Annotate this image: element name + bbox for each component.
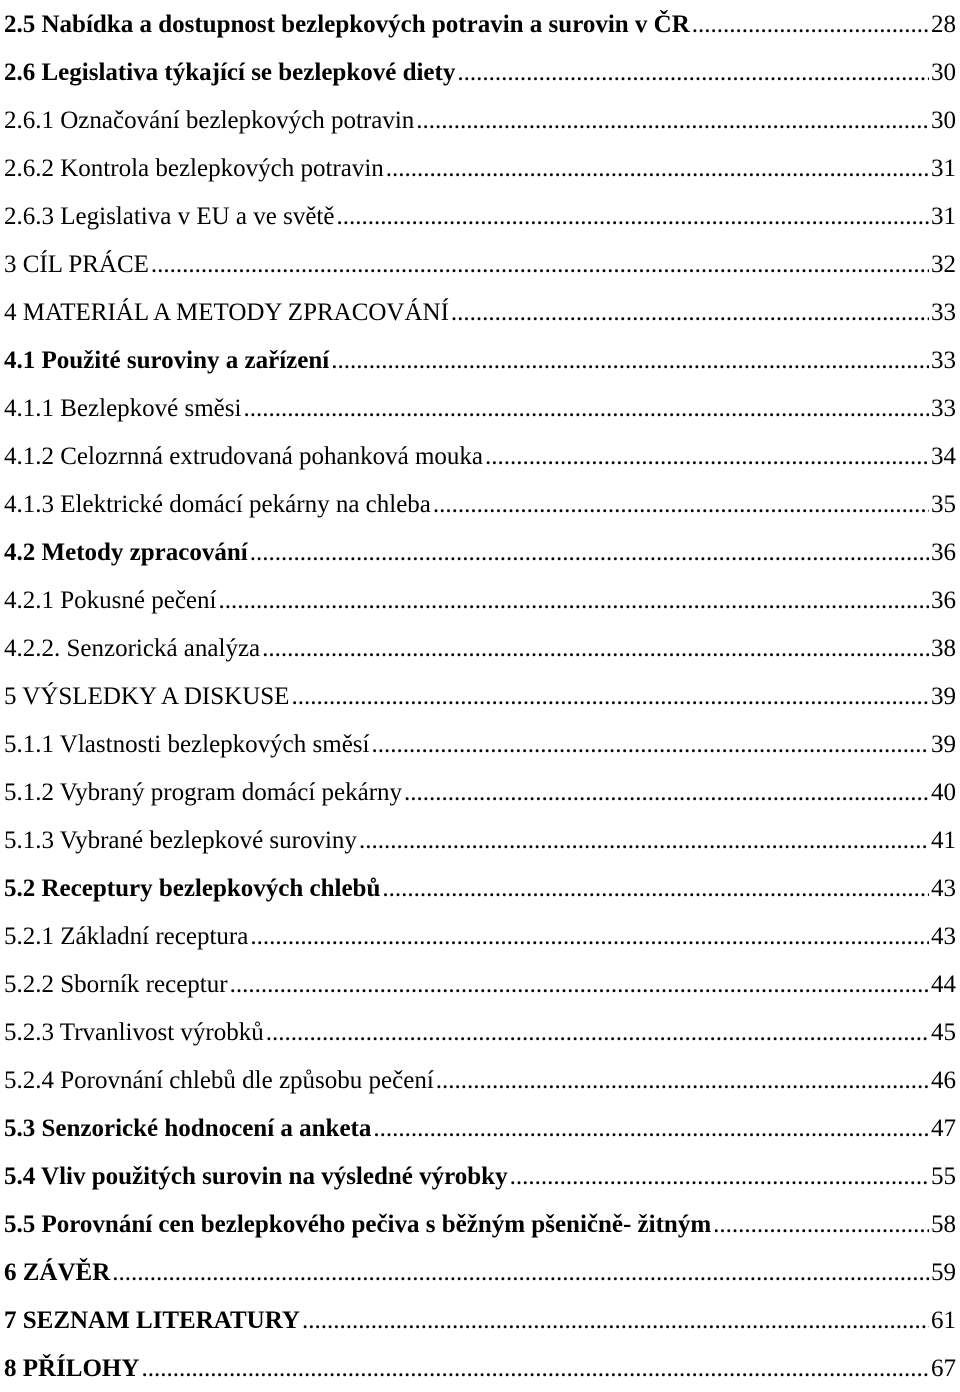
- toc-entry-page: 46: [931, 1066, 956, 1094]
- toc-entry[interactable]: [4, 384, 956, 432]
- dot-leader: [485, 444, 929, 469]
- toc-entry-page: 28: [931, 10, 956, 38]
- toc-entry-title: 5.3 Senzorické hodnocení a anketa: [4, 1114, 372, 1142]
- toc-entry[interactable]: [4, 528, 956, 576]
- toc-entry-page: 44: [931, 970, 956, 998]
- toc-entry-title: 4.1.3 Elektrické domácí pekárny na chleba: [4, 490, 431, 518]
- toc-entry-title: 4.2.1 Pokusné pečení: [4, 586, 217, 614]
- toc-entry[interactable]: [4, 960, 956, 1008]
- dot-leader: [151, 252, 929, 277]
- toc-entry-page: 47: [931, 1114, 956, 1142]
- toc-entry[interactable]: [4, 1200, 956, 1248]
- dot-leader: [359, 828, 929, 853]
- toc-entry[interactable]: [4, 192, 956, 240]
- toc-entry[interactable]: [4, 96, 956, 144]
- toc-entry-page: 39: [931, 682, 956, 710]
- toc-entry[interactable]: [4, 144, 956, 192]
- dot-leader: [331, 348, 929, 373]
- dot-leader: [404, 780, 929, 805]
- toc-entry-page: 38: [931, 634, 956, 662]
- toc-entry-title: 5.2.1 Základní receptura: [4, 922, 249, 950]
- dot-leader: [457, 60, 929, 85]
- toc-entry-page: 61: [931, 1306, 956, 1334]
- toc-entry-title: 2.6.1 Označování bezlepkových potravin: [4, 106, 415, 134]
- dot-leader: [218, 588, 929, 613]
- toc-entry[interactable]: [4, 48, 956, 96]
- toc-entry-page: 34: [931, 442, 956, 470]
- toc-entry[interactable]: [4, 1152, 956, 1200]
- toc-entry-page: 45: [931, 1018, 956, 1046]
- dot-leader: [371, 732, 929, 757]
- dot-leader: [336, 204, 929, 229]
- toc-entry-title: 4.1 Použité suroviny a zařízení: [4, 346, 330, 374]
- toc-entry-title: 2.5 Nabídka a dostupnost bezlepkových potravin a surovin v ČR: [4, 10, 690, 38]
- toc-entry-title: 5.4 Vliv použitých surovin na výsledné výrobky: [4, 1162, 508, 1190]
- dot-leader: [692, 12, 929, 37]
- toc-entry-page: 43: [931, 922, 956, 950]
- toc-entry-title: 2.6.2 Kontrola bezlepkových potravin: [4, 154, 384, 182]
- toc-entry-title: 2.6 Legislativa týkající se bezlepkové diety: [4, 58, 456, 86]
- toc-entry[interactable]: [4, 1008, 956, 1056]
- dot-leader: [382, 876, 929, 901]
- toc-entry-title: 5.1.1 Vlastnosti bezlepkových směsí: [4, 730, 370, 758]
- toc-entry[interactable]: [4, 576, 956, 624]
- dot-leader: [713, 1212, 929, 1237]
- toc-entry[interactable]: [4, 864, 956, 912]
- toc-entry-title: 3 CÍL PRÁCE: [4, 250, 149, 278]
- dot-leader: [250, 924, 929, 949]
- toc-entry-page: 39: [931, 730, 956, 758]
- dot-leader: [243, 396, 929, 421]
- toc-entry-page: 30: [931, 106, 956, 134]
- toc-entry-page: 33: [931, 394, 956, 422]
- dot-leader: [386, 156, 929, 181]
- toc-entry[interactable]: [4, 1104, 956, 1152]
- toc-entry[interactable]: [4, 0, 956, 48]
- dot-leader: [262, 636, 929, 661]
- toc-entry[interactable]: [4, 1344, 956, 1392]
- toc-entry-title: 5.1.3 Vybrané bezlepkové suroviny: [4, 826, 357, 854]
- toc-entry[interactable]: [4, 240, 956, 288]
- toc-entry-page: 33: [931, 346, 956, 374]
- toc-entry-title: 4.2.2. Senzorická analýza: [4, 634, 261, 662]
- dot-leader: [451, 300, 929, 325]
- toc-entry-page: 32: [931, 250, 956, 278]
- toc-entry-page: 40: [931, 778, 956, 806]
- dot-leader: [436, 1068, 929, 1093]
- dot-leader: [112, 1260, 929, 1285]
- dot-leader: [230, 972, 929, 997]
- toc-entry-page: 36: [931, 538, 956, 566]
- toc-entry-title: 7 SEZNAM LITERATURY: [4, 1306, 300, 1334]
- toc-entry[interactable]: [4, 1248, 956, 1296]
- toc-entry[interactable]: [4, 912, 956, 960]
- dot-leader: [433, 492, 929, 517]
- toc-entry-title: 4 MATERIÁL A METODY ZPRACOVÁNÍ: [4, 298, 449, 326]
- toc-entry-page: 36: [931, 586, 956, 614]
- toc-entry[interactable]: [4, 1296, 956, 1344]
- toc-entry-title: 5.5 Porovnání cen bezlepkového pečiva s běžným pšeničně- žitným: [4, 1210, 712, 1238]
- toc-entry-page: 31: [931, 154, 956, 182]
- toc-entry-page: 59: [931, 1258, 956, 1286]
- toc-entry-title: 5 VÝSLEDKY A DISKUSE: [4, 682, 290, 710]
- toc-entry-page: 41: [931, 826, 956, 854]
- toc-entry-page: 35: [931, 490, 956, 518]
- toc-entry-title: 8 PŘÍLOHY: [4, 1354, 140, 1382]
- dot-leader: [302, 1308, 929, 1333]
- toc-entry[interactable]: [4, 720, 956, 768]
- toc-entry-title: 4.1.1 Bezlepkové směsi: [4, 394, 242, 422]
- toc-entry[interactable]: [4, 672, 956, 720]
- dot-leader: [373, 1116, 929, 1141]
- toc-entry-page: 58: [931, 1210, 956, 1238]
- toc-entry[interactable]: [4, 1056, 956, 1104]
- toc-entry-title: 5.2 Receptury bezlepkových chlebů: [4, 874, 381, 902]
- dot-leader: [291, 684, 929, 709]
- toc-entry-page: 67: [931, 1354, 956, 1382]
- toc-entry[interactable]: [4, 768, 956, 816]
- toc-entry[interactable]: [4, 288, 956, 336]
- toc-entry-title: 5.1.2 Vybraný program domácí pekárny: [4, 778, 403, 806]
- dot-leader: [250, 540, 929, 565]
- dot-leader: [416, 108, 929, 133]
- toc-entry-page: 55: [931, 1162, 956, 1190]
- dot-leader: [510, 1164, 929, 1189]
- dot-leader: [266, 1020, 929, 1045]
- toc-entry-title: 5.2.2 Sborník receptur: [4, 970, 228, 998]
- toc-entry[interactable]: [4, 624, 956, 672]
- toc-entry[interactable]: [4, 432, 956, 480]
- toc-entry-page: 33: [931, 298, 956, 326]
- toc-entry-title: 6 ZÁVĚR: [4, 1258, 111, 1286]
- toc-entry[interactable]: [4, 480, 956, 528]
- table-of-contents: [4, 0, 956, 1392]
- dot-leader: [141, 1356, 929, 1381]
- toc-entry-title: 5.2.4 Porovnání chlebů dle způsobu pečení: [4, 1066, 434, 1094]
- toc-entry-page: 43: [931, 874, 956, 902]
- toc-entry-title: 5.2.3 Trvanlivost výrobků: [4, 1018, 264, 1046]
- toc-entry-page: 31: [931, 202, 956, 230]
- toc-entry-page: 30: [931, 58, 956, 86]
- toc-entry-title: 4.2 Metody zpracování: [4, 538, 248, 566]
- toc-entry[interactable]: [4, 816, 956, 864]
- toc-entry[interactable]: [4, 336, 956, 384]
- toc-entry-title: 4.1.2 Celozrnná extrudovaná pohanková mouka: [4, 442, 484, 470]
- toc-entry-title: 2.6.3 Legislativa v EU a ve světě: [4, 202, 335, 230]
